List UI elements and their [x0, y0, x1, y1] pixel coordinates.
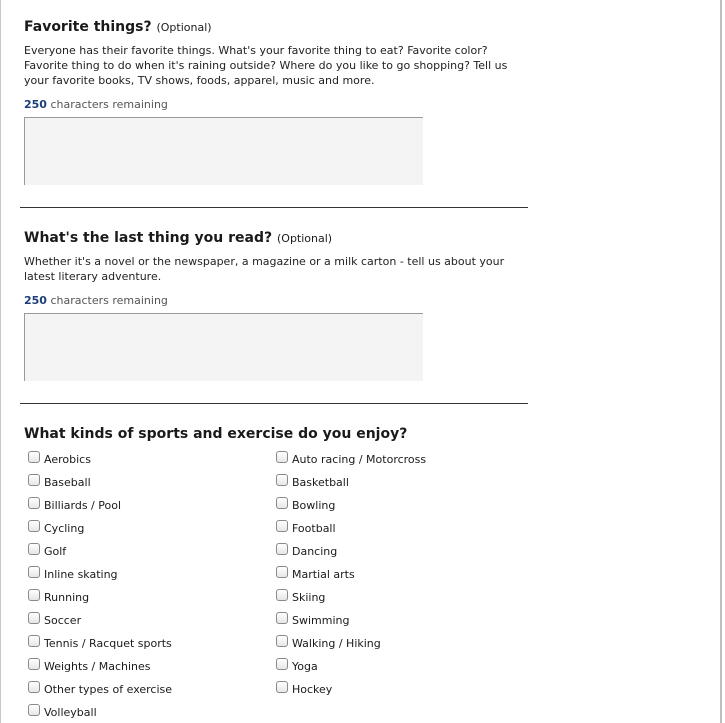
sport-label: Football: [292, 521, 336, 535]
sport-option-baseball[interactable]: [28, 473, 91, 491]
favorite-things-title: Favorite things?: [24, 19, 152, 35]
checkbox[interactable]: [276, 589, 288, 601]
section-divider-1: [20, 207, 528, 208]
last-read-description: Whether it's a novel or the newspaper, a magazine or a milk carton - tell us about your latest literary adventure.: [24, 255, 505, 283]
sport-option-hockey[interactable]: [276, 680, 332, 698]
last-read-remaining-count: 250: [24, 294, 47, 307]
sport-option-swimming[interactable]: [276, 611, 349, 629]
favorite-things-optional: (Optional): [156, 21, 212, 34]
sport-option-tennis[interactable]: [28, 634, 172, 652]
right-border: [720, 0, 722, 723]
sport-option-football[interactable]: [276, 519, 336, 537]
checkbox[interactable]: [276, 566, 288, 578]
sport-option-cycling[interactable]: [28, 519, 84, 537]
checkbox[interactable]: [276, 474, 288, 486]
sport-label: Yoga: [292, 659, 318, 673]
sport-label: Running: [44, 590, 90, 604]
sport-label: Walking / Hiking: [292, 636, 381, 650]
checkbox[interactable]: [276, 635, 288, 647]
last-read-textarea[interactable]: [24, 313, 423, 381]
favorite-things-description: Everyone has their favorite things. What's your favorite thing to eat? Favorite color? Favorite thing to do when it's raining outside? Where do you like to go shopping? Tell us your favorite books, TV shows, foods, apparel, music and more.: [24, 44, 508, 87]
checkbox[interactable]: [276, 681, 288, 693]
checkbox[interactable]: [276, 520, 288, 532]
checkbox[interactable]: [28, 704, 40, 716]
sport-label: Inline skating: [44, 567, 118, 581]
sport-label: Bowling: [292, 498, 336, 512]
sport-label: Golf: [44, 544, 67, 558]
last-read-char-counter: [24, 294, 524, 308]
checkbox[interactable]: [28, 566, 40, 578]
checkbox[interactable]: [28, 474, 40, 486]
checkbox[interactable]: [28, 451, 40, 463]
sport-option-skiing[interactable]: [276, 588, 325, 606]
checkbox[interactable]: [28, 543, 40, 555]
sport-label: Basketball: [292, 475, 349, 489]
sport-label: Tennis / Racquet sports: [44, 636, 172, 650]
sport-option-weights[interactable]: [28, 657, 151, 675]
favorite-things-char-counter: [24, 98, 524, 112]
last-read-title: What's the last thing you read?: [24, 230, 273, 246]
sport-label: Aerobics: [44, 452, 91, 466]
sport-option-other-exercise[interactable]: [28, 680, 172, 698]
sport-option-basketball[interactable]: [276, 473, 349, 491]
last-read-optional: (Optional): [277, 232, 333, 245]
sport-option-dancing[interactable]: [276, 542, 337, 560]
sport-option-running[interactable]: [28, 588, 89, 606]
checkbox[interactable]: [28, 589, 40, 601]
sport-option-martial-arts[interactable]: [276, 565, 355, 583]
sport-option-walking-hiking[interactable]: [276, 634, 381, 652]
left-border: [0, 0, 1, 723]
checkbox[interactable]: [28, 520, 40, 532]
sport-label: Martial arts: [292, 567, 355, 581]
checkbox[interactable]: [276, 658, 288, 670]
sport-label: Cycling: [44, 521, 85, 535]
last-read-remaining-label: characters remaining: [50, 294, 168, 307]
checkbox[interactable]: [28, 658, 40, 670]
sport-option-auto-racing[interactable]: [276, 450, 426, 468]
favorite-things-remaining-count: 250: [24, 98, 47, 111]
sport-option-bowling[interactable]: [276, 496, 335, 514]
sport-option-golf[interactable]: [28, 542, 66, 560]
sport-label: Volleyball: [44, 705, 97, 719]
sport-label: Dancing: [292, 544, 338, 558]
sport-option-billiards[interactable]: [28, 496, 121, 514]
last-read-section: [24, 229, 524, 381]
checkbox[interactable]: [276, 612, 288, 624]
sport-option-inline-skating[interactable]: [28, 565, 118, 583]
checkbox[interactable]: [276, 497, 288, 509]
checkbox[interactable]: [28, 497, 40, 509]
last-read-heading: [24, 229, 524, 248]
checkbox[interactable]: [28, 635, 40, 647]
sport-label: Soccer: [44, 613, 82, 627]
sports-heading: What kinds of sports and exercise do you enjoy?: [24, 426, 408, 442]
checkbox[interactable]: [276, 543, 288, 555]
sports-section: [24, 425, 524, 443]
sport-label: Weights / Machines: [44, 659, 151, 673]
sport-label: Billiards / Pool: [44, 498, 122, 512]
sport-option-volleyball[interactable]: [28, 703, 97, 721]
favorite-things-heading: [24, 18, 524, 37]
favorite-things-textarea[interactable]: [24, 117, 423, 185]
sport-option-aerobics[interactable]: [28, 450, 91, 468]
favorite-things-section: [24, 18, 524, 185]
sport-option-yoga[interactable]: [276, 657, 318, 675]
checkbox[interactable]: [28, 612, 40, 624]
sport-label: Other types of exercise: [44, 682, 173, 696]
checkbox[interactable]: [28, 681, 40, 693]
sport-label: Baseball: [44, 475, 91, 489]
sport-label: Hockey: [292, 682, 333, 696]
sport-label: Auto racing / Motorcross: [292, 452, 427, 466]
sport-label: Skiing: [292, 590, 326, 604]
section-divider-2: [20, 403, 528, 404]
sport-label: Swimming: [292, 613, 350, 627]
sport-option-soccer[interactable]: [28, 611, 81, 629]
checkbox[interactable]: [276, 451, 288, 463]
favorite-things-remaining-label: characters remaining: [50, 98, 168, 111]
